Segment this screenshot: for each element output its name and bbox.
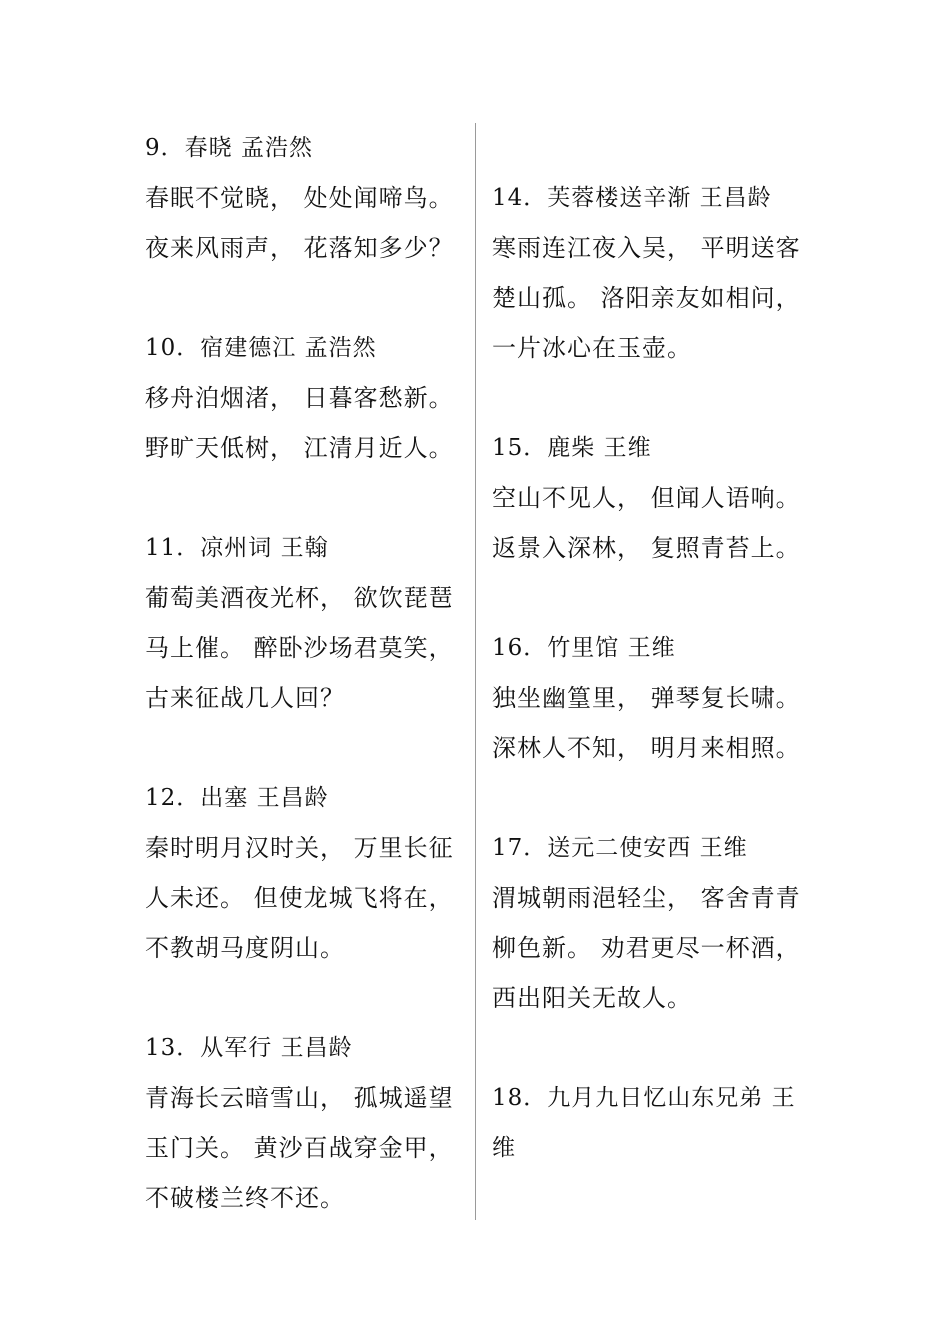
poem-line: 楚山孤。 洛阳亲友如相问，: [492, 284, 801, 312]
spacer: [492, 573, 810, 623]
poem-line: 一片冰心在玉壶。: [492, 334, 692, 362]
poem-line: 独坐幽篁里， 弹琴复长啸。: [492, 684, 801, 712]
spacer: [145, 473, 463, 523]
poem-line: 春眠不觉晓， 处处闻啼鸟。: [145, 184, 454, 212]
poem-title: 9．春晓 孟浩然: [145, 135, 313, 161]
poem-line: 深林人不知， 明月来相照。: [492, 734, 801, 762]
spacer: [492, 1023, 810, 1073]
poem-16: [492, 623, 810, 773]
poem-14: [492, 173, 810, 373]
poem-line: 秦时明月汉时关， 万里长征: [145, 834, 454, 862]
poem-title: 13．从军行 王昌龄: [145, 1035, 353, 1061]
poem-line: 不破楼兰终不还。: [145, 1184, 345, 1212]
poem-18: [492, 1073, 810, 1173]
spacer: [145, 973, 463, 1023]
poem-title: 12．出塞 王昌龄: [145, 785, 329, 811]
poem-13: [145, 1023, 463, 1223]
poem-12: [145, 773, 463, 973]
poem-title: 14．芙蓉楼送辛渐 王昌龄: [492, 185, 772, 211]
poem-17: [492, 823, 810, 1023]
spacer: [492, 373, 810, 423]
right-column: [492, 173, 810, 1173]
spacer: [145, 723, 463, 773]
poem-10: [145, 323, 463, 473]
poem-title: 16．竹里馆 王维: [492, 635, 676, 661]
column-divider: [475, 123, 476, 1220]
poem-title-continued: 维: [492, 1135, 516, 1161]
poem-title: 15．鹿柴 王维: [492, 435, 652, 461]
poem-15: [492, 423, 810, 573]
poem-title: 18．九月九日忆山东兄弟 王: [492, 1085, 796, 1111]
poem-line: 人未还。 但使龙城飞将在，: [145, 884, 454, 912]
poem-line: 空山不见人， 但闻人语响。: [492, 484, 801, 512]
poem-line: 葡萄美酒夜光杯， 欲饮琵琶: [145, 584, 454, 612]
poem-title: 10．宿建德江 孟浩然: [145, 335, 377, 361]
spacer: [492, 773, 810, 823]
poem-line: 玉门关。 黄沙百战穿金甲，: [145, 1134, 454, 1162]
poem-line: 渭城朝雨浥轻尘， 客舍青青: [492, 884, 801, 912]
poem-9: [145, 123, 463, 273]
poem-line: 不教胡马度阴山。: [145, 934, 345, 962]
poem-line: 西出阳关无故人。: [492, 984, 692, 1012]
poem-line: 青海长云暗雪山， 孤城遥望: [145, 1084, 454, 1112]
left-column: [145, 123, 463, 1223]
poem-line: 柳色新。 劝君更尽一杯酒，: [492, 934, 801, 962]
poem-line: 马上催。 醉卧沙场君莫笑，: [145, 634, 454, 662]
poem-line: 野旷天低树， 江清月近人。: [145, 434, 454, 462]
poem-line: 古来征战几人回？: [145, 684, 345, 712]
poem-title: 17．送元二使安西 王维: [492, 835, 748, 861]
poem-11: [145, 523, 463, 723]
spacer: [145, 273, 463, 323]
poem-title: 11．凉州词 王翰: [145, 535, 329, 561]
poem-line: 返景入深林， 复照青苔上。: [492, 534, 801, 562]
poem-line: 夜来风雨声， 花落知多少？: [145, 234, 454, 262]
poem-line: 寒雨连江夜入吴， 平明送客: [492, 234, 801, 262]
poem-line: 移舟泊烟渚， 日暮客愁新。: [145, 384, 454, 412]
